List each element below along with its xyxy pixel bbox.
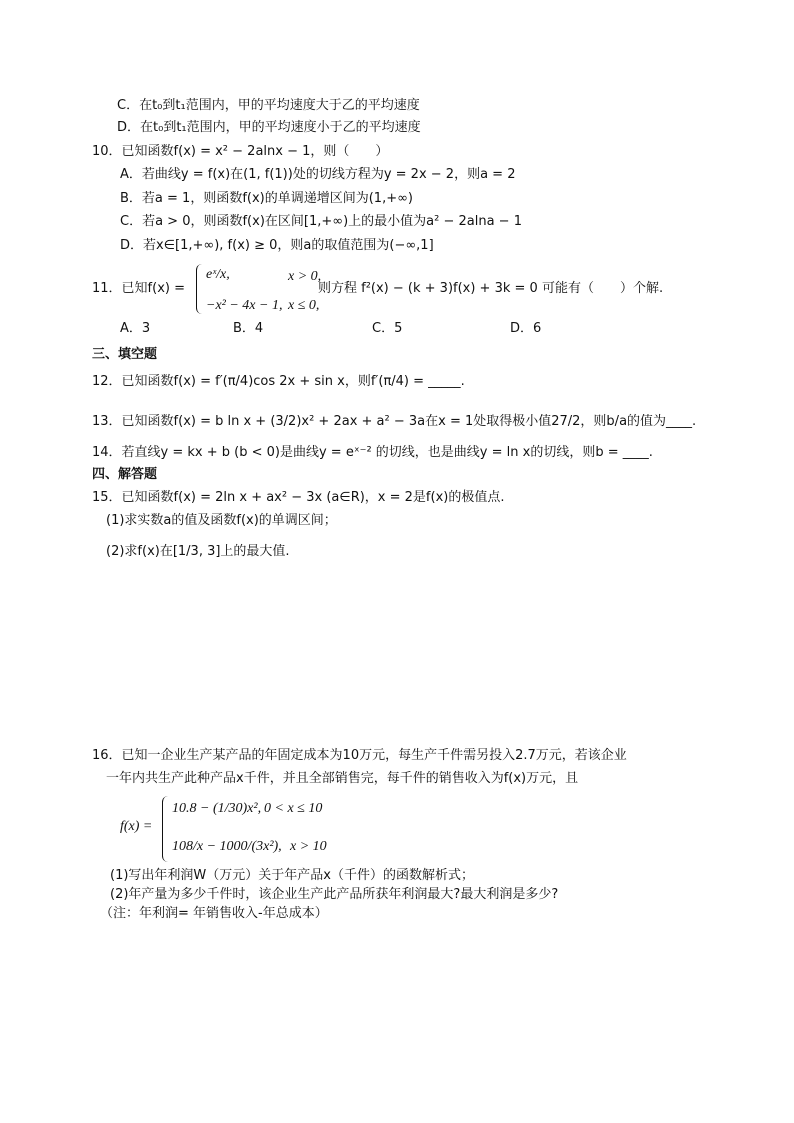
- q16-line2: 一年内共生产此种产品x千件，并且全部销售完，每千件的销售收入为f(x)万元，且: [106, 771, 579, 786]
- q11-case2-expr: −x² − 4x − 1,: [206, 298, 283, 313]
- q11-suffix: 则方程 f²(x) − (k + 3)f(x) + 3k = 0 可能有（ ）个解.: [318, 281, 664, 296]
- q16-part1: (1)写出年利润W（万元）关于年产品x（千件）的函数解析式；: [110, 868, 474, 883]
- q11-option-a: A．3: [120, 321, 151, 336]
- q11-prefix: 11．已知f(x) =: [92, 281, 185, 296]
- q11-options: [120, 320, 680, 338]
- q11-option-c: C．5: [372, 321, 403, 336]
- q16-line1: 16．已知一企业生产某产品的年固定成本为10万元，每生产千件需另投入2.7万元，若该企业: [92, 748, 627, 763]
- q15-part1: (1)求实数a的值及函数f(x)的单调区间；: [106, 513, 337, 528]
- q13-stem: 13．已知函数f(x) = b ln x + (3/2)x² + 2ax + a² − 3a在x = 1处取得极小值27/2，则b/a的值为____.: [92, 414, 697, 429]
- q16-case2-expr: 108/x − 1000/(3x²),: [172, 839, 282, 854]
- q16-case1-cond: 0 < x ≤ 10: [264, 801, 323, 816]
- q10-option-d: D．若x∈[1,+∞), f(x) ≥ 0，则a的取值范围为(−∞,1]: [120, 238, 434, 253]
- q10-option-b: B．若a = 1，则函数f(x)的单调递增区间为(1,+∞): [120, 191, 413, 206]
- q11-case2-cond: x ≤ 0,: [288, 298, 320, 313]
- q11-option-b: B．4: [233, 321, 264, 336]
- section-solve-heading: 四、解答题: [92, 467, 158, 482]
- q16-case2-cond: x > 10: [290, 839, 327, 854]
- q16-note: （注：年利润= 年销售收入-年总成本）: [100, 906, 328, 921]
- q16-func-prefix: f(x) =: [120, 819, 153, 834]
- q15-stem: 15．已知函数f(x) = 2ln x + ax² − 3x (a∈R)，x = 2是f(x)的极值点.: [92, 490, 505, 505]
- q12-stem: 12．已知函数f(x) = f′(π/4)cos 2x + sin x，则f′(π/4) = _____.: [92, 374, 465, 389]
- q10-option-c: C．若a > 0，则函数f(x)在区间[1,+∞)上的最小值为a² − 2alna − 1: [120, 214, 522, 229]
- q11-case1-cond: x > 0,: [288, 269, 322, 284]
- q15-part2: (2)求f(x)在[1/3, 3]上的最大值.: [106, 544, 290, 559]
- q10-option-a: A．若曲线y = f(x)在(1, f(1))处的切线方程为y = 2x − 2，则a = 2: [120, 167, 516, 182]
- q9-option-d: D．在t₀到t₁范围内，甲的平均速度小于乙的平均速度: [117, 120, 421, 135]
- q16-case1-expr: 10.8 − (1/30)x²,: [172, 801, 262, 816]
- q16-part2: (2)年产量为多少千件时，该企业生产此产品所获年利润最大?最大利润是多少?: [110, 887, 559, 902]
- q14-stem: 14．若直线y = kx + b (b < 0)是曲线y = eˣ⁻² 的切线，也是曲线y = ln x的切线，则b = ____.: [92, 445, 653, 460]
- q9-option-c: C．在t₀到t₁范围内，甲的平均速度大于乙的平均速度: [117, 98, 420, 113]
- q11-case1-expr: eˣ/x,: [206, 267, 230, 282]
- q16-brace: [162, 796, 171, 862]
- q11-option-d: D．6: [510, 321, 542, 336]
- q10-stem: 10．已知函数f(x) = x² − 2alnx − 1，则（ ）: [92, 144, 389, 159]
- section-fill-in-heading: 三、填空题: [92, 347, 158, 362]
- q11-brace: [196, 264, 205, 314]
